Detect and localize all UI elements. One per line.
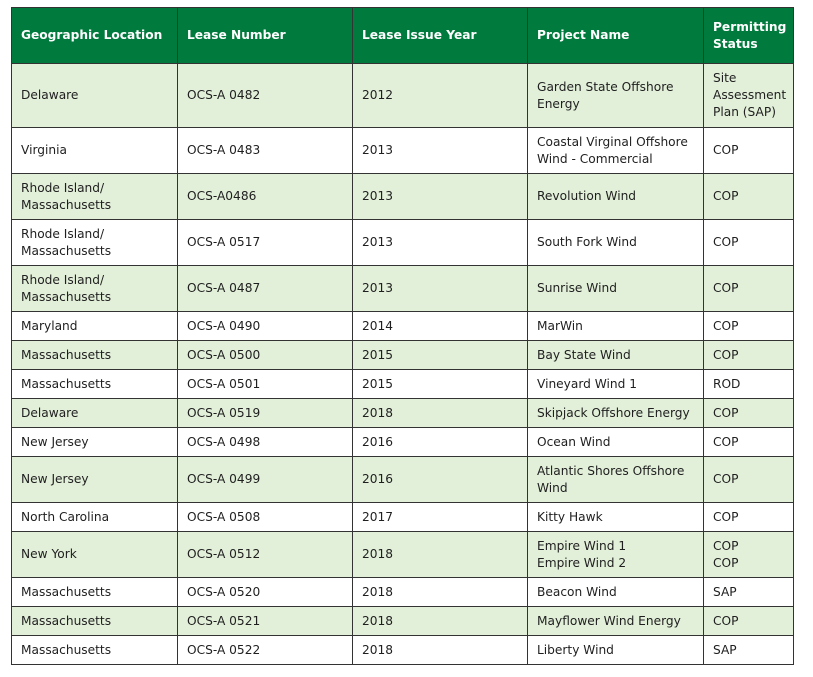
cell-geographic-location: Massachusetts	[12, 607, 178, 636]
table-row	[12, 428, 794, 457]
cell-project-name: Beacon Wind	[528, 578, 704, 607]
cell-permitting-status: COP	[704, 266, 794, 312]
cell-permitting-status: COP	[704, 128, 794, 174]
table-row	[12, 220, 794, 266]
cell-lease-number: OCS-A 0498	[178, 428, 353, 457]
table-row	[12, 636, 794, 665]
cell-project-name: Skipjack Offshore Energy	[528, 399, 704, 428]
cell-lease-number: OCS-A 0487	[178, 266, 353, 312]
cell-lease-number: OCS-A 0517	[178, 220, 353, 266]
cell-lease-issue-year: 2013	[353, 220, 528, 266]
cell-geographic-location: Maryland	[12, 312, 178, 341]
cell-lease-issue-year: 2015	[353, 370, 528, 399]
cell-geographic-location: New Jersey	[12, 457, 178, 503]
cell-lease-issue-year: 2018	[353, 578, 528, 607]
cell-permitting-status: COP	[704, 312, 794, 341]
cell-permitting-status: ROD	[704, 370, 794, 399]
cell-project-name: Kitty Hawk	[528, 503, 704, 532]
header-row	[12, 8, 794, 64]
cell-permitting-status: COP COP	[704, 532, 794, 578]
table-row	[12, 64, 794, 128]
cell-project-name: Coastal Virginal Offshore Wind - Commercial	[528, 128, 704, 174]
cell-geographic-location: Rhode Island/ Massachusetts	[12, 220, 178, 266]
cell-lease-issue-year: 2017	[353, 503, 528, 532]
table-row	[12, 532, 794, 578]
cell-project-name: South Fork Wind	[528, 220, 704, 266]
cell-lease-number: OCS-A 0483	[178, 128, 353, 174]
cell-lease-number: OCS-A 0522	[178, 636, 353, 665]
cell-permitting-status: COP	[704, 341, 794, 370]
header-project-name: Project Name	[528, 8, 704, 64]
cell-lease-number: OCS-A 0508	[178, 503, 353, 532]
cell-geographic-location: Delaware	[12, 64, 178, 128]
cell-lease-issue-year: 2018	[353, 636, 528, 665]
cell-lease-number: OCS-A 0519	[178, 399, 353, 428]
cell-permitting-status: COP	[704, 607, 794, 636]
cell-geographic-location: Massachusetts	[12, 578, 178, 607]
table-row	[12, 578, 794, 607]
cell-geographic-location: Virginia	[12, 128, 178, 174]
cell-lease-issue-year: 2018	[353, 607, 528, 636]
header-lease-issue-year: Lease Issue Year	[353, 8, 528, 64]
cell-geographic-location: Delaware	[12, 399, 178, 428]
cell-lease-number: OCS-A 0490	[178, 312, 353, 341]
table-body	[12, 64, 794, 665]
cell-project-name: Sunrise Wind	[528, 266, 704, 312]
lease-table-container	[11, 7, 793, 665]
header-permitting-status: Permitting Status	[704, 8, 794, 64]
cell-lease-number: OCS-A 0520	[178, 578, 353, 607]
cell-lease-issue-year: 2013	[353, 174, 528, 220]
cell-lease-issue-year: 2015	[353, 341, 528, 370]
cell-permitting-status: COP	[704, 220, 794, 266]
cell-project-name: Garden State Offshore Energy	[528, 64, 704, 128]
cell-geographic-location: Massachusetts	[12, 636, 178, 665]
cell-lease-number: OCS-A 0500	[178, 341, 353, 370]
cell-permitting-status: COP	[704, 174, 794, 220]
cell-permitting-status: SAP	[704, 578, 794, 607]
table-row	[12, 370, 794, 399]
cell-geographic-location: Massachusetts	[12, 370, 178, 399]
cell-project-name: Revolution Wind	[528, 174, 704, 220]
cell-geographic-location: Rhode Island/ Massachusetts	[12, 266, 178, 312]
cell-lease-issue-year: 2016	[353, 428, 528, 457]
table-row	[12, 128, 794, 174]
cell-geographic-location: New Jersey	[12, 428, 178, 457]
cell-permitting-status: COP	[704, 457, 794, 503]
table-row	[12, 266, 794, 312]
table-row	[12, 457, 794, 503]
cell-permitting-status: COP	[704, 428, 794, 457]
cell-permitting-status: Site Assessment Plan (SAP)	[704, 64, 794, 128]
cell-project-name: Vineyard Wind 1	[528, 370, 704, 399]
cell-project-name: Atlantic Shores Offshore Wind	[528, 457, 704, 503]
cell-lease-number: OCS-A0486	[178, 174, 353, 220]
cell-lease-issue-year: 2014	[353, 312, 528, 341]
cell-geographic-location: Massachusetts	[12, 341, 178, 370]
cell-project-name: Empire Wind 1 Empire Wind 2	[528, 532, 704, 578]
header-lease-number: Lease Number	[178, 8, 353, 64]
header-geographic-location: Geographic Location	[12, 8, 178, 64]
cell-lease-issue-year: 2018	[353, 532, 528, 578]
cell-lease-issue-year: 2018	[353, 399, 528, 428]
table-row	[12, 312, 794, 341]
cell-lease-number: OCS-A 0482	[178, 64, 353, 128]
table-row	[12, 341, 794, 370]
cell-lease-number: OCS-A 0521	[178, 607, 353, 636]
cell-lease-number: OCS-A 0501	[178, 370, 353, 399]
cell-lease-issue-year: 2012	[353, 64, 528, 128]
cell-project-name: Mayflower Wind Energy	[528, 607, 704, 636]
cell-permitting-status: COP	[704, 503, 794, 532]
cell-permitting-status: SAP	[704, 636, 794, 665]
cell-geographic-location: New York	[12, 532, 178, 578]
table-row	[12, 399, 794, 428]
cell-lease-issue-year: 2013	[353, 128, 528, 174]
lease-table	[11, 7, 794, 665]
cell-project-name: Ocean Wind	[528, 428, 704, 457]
cell-permitting-status: COP	[704, 399, 794, 428]
cell-lease-number: OCS-A 0512	[178, 532, 353, 578]
cell-project-name: MarWin	[528, 312, 704, 341]
table-row	[12, 607, 794, 636]
cell-geographic-location: North Carolina	[12, 503, 178, 532]
table-row	[12, 503, 794, 532]
cell-geographic-location: Rhode Island/ Massachusetts	[12, 174, 178, 220]
cell-project-name: Liberty Wind	[528, 636, 704, 665]
cell-lease-issue-year: 2013	[353, 266, 528, 312]
table-row	[12, 174, 794, 220]
cell-lease-number: OCS-A 0499	[178, 457, 353, 503]
cell-lease-issue-year: 2016	[353, 457, 528, 503]
cell-project-name: Bay State Wind	[528, 341, 704, 370]
